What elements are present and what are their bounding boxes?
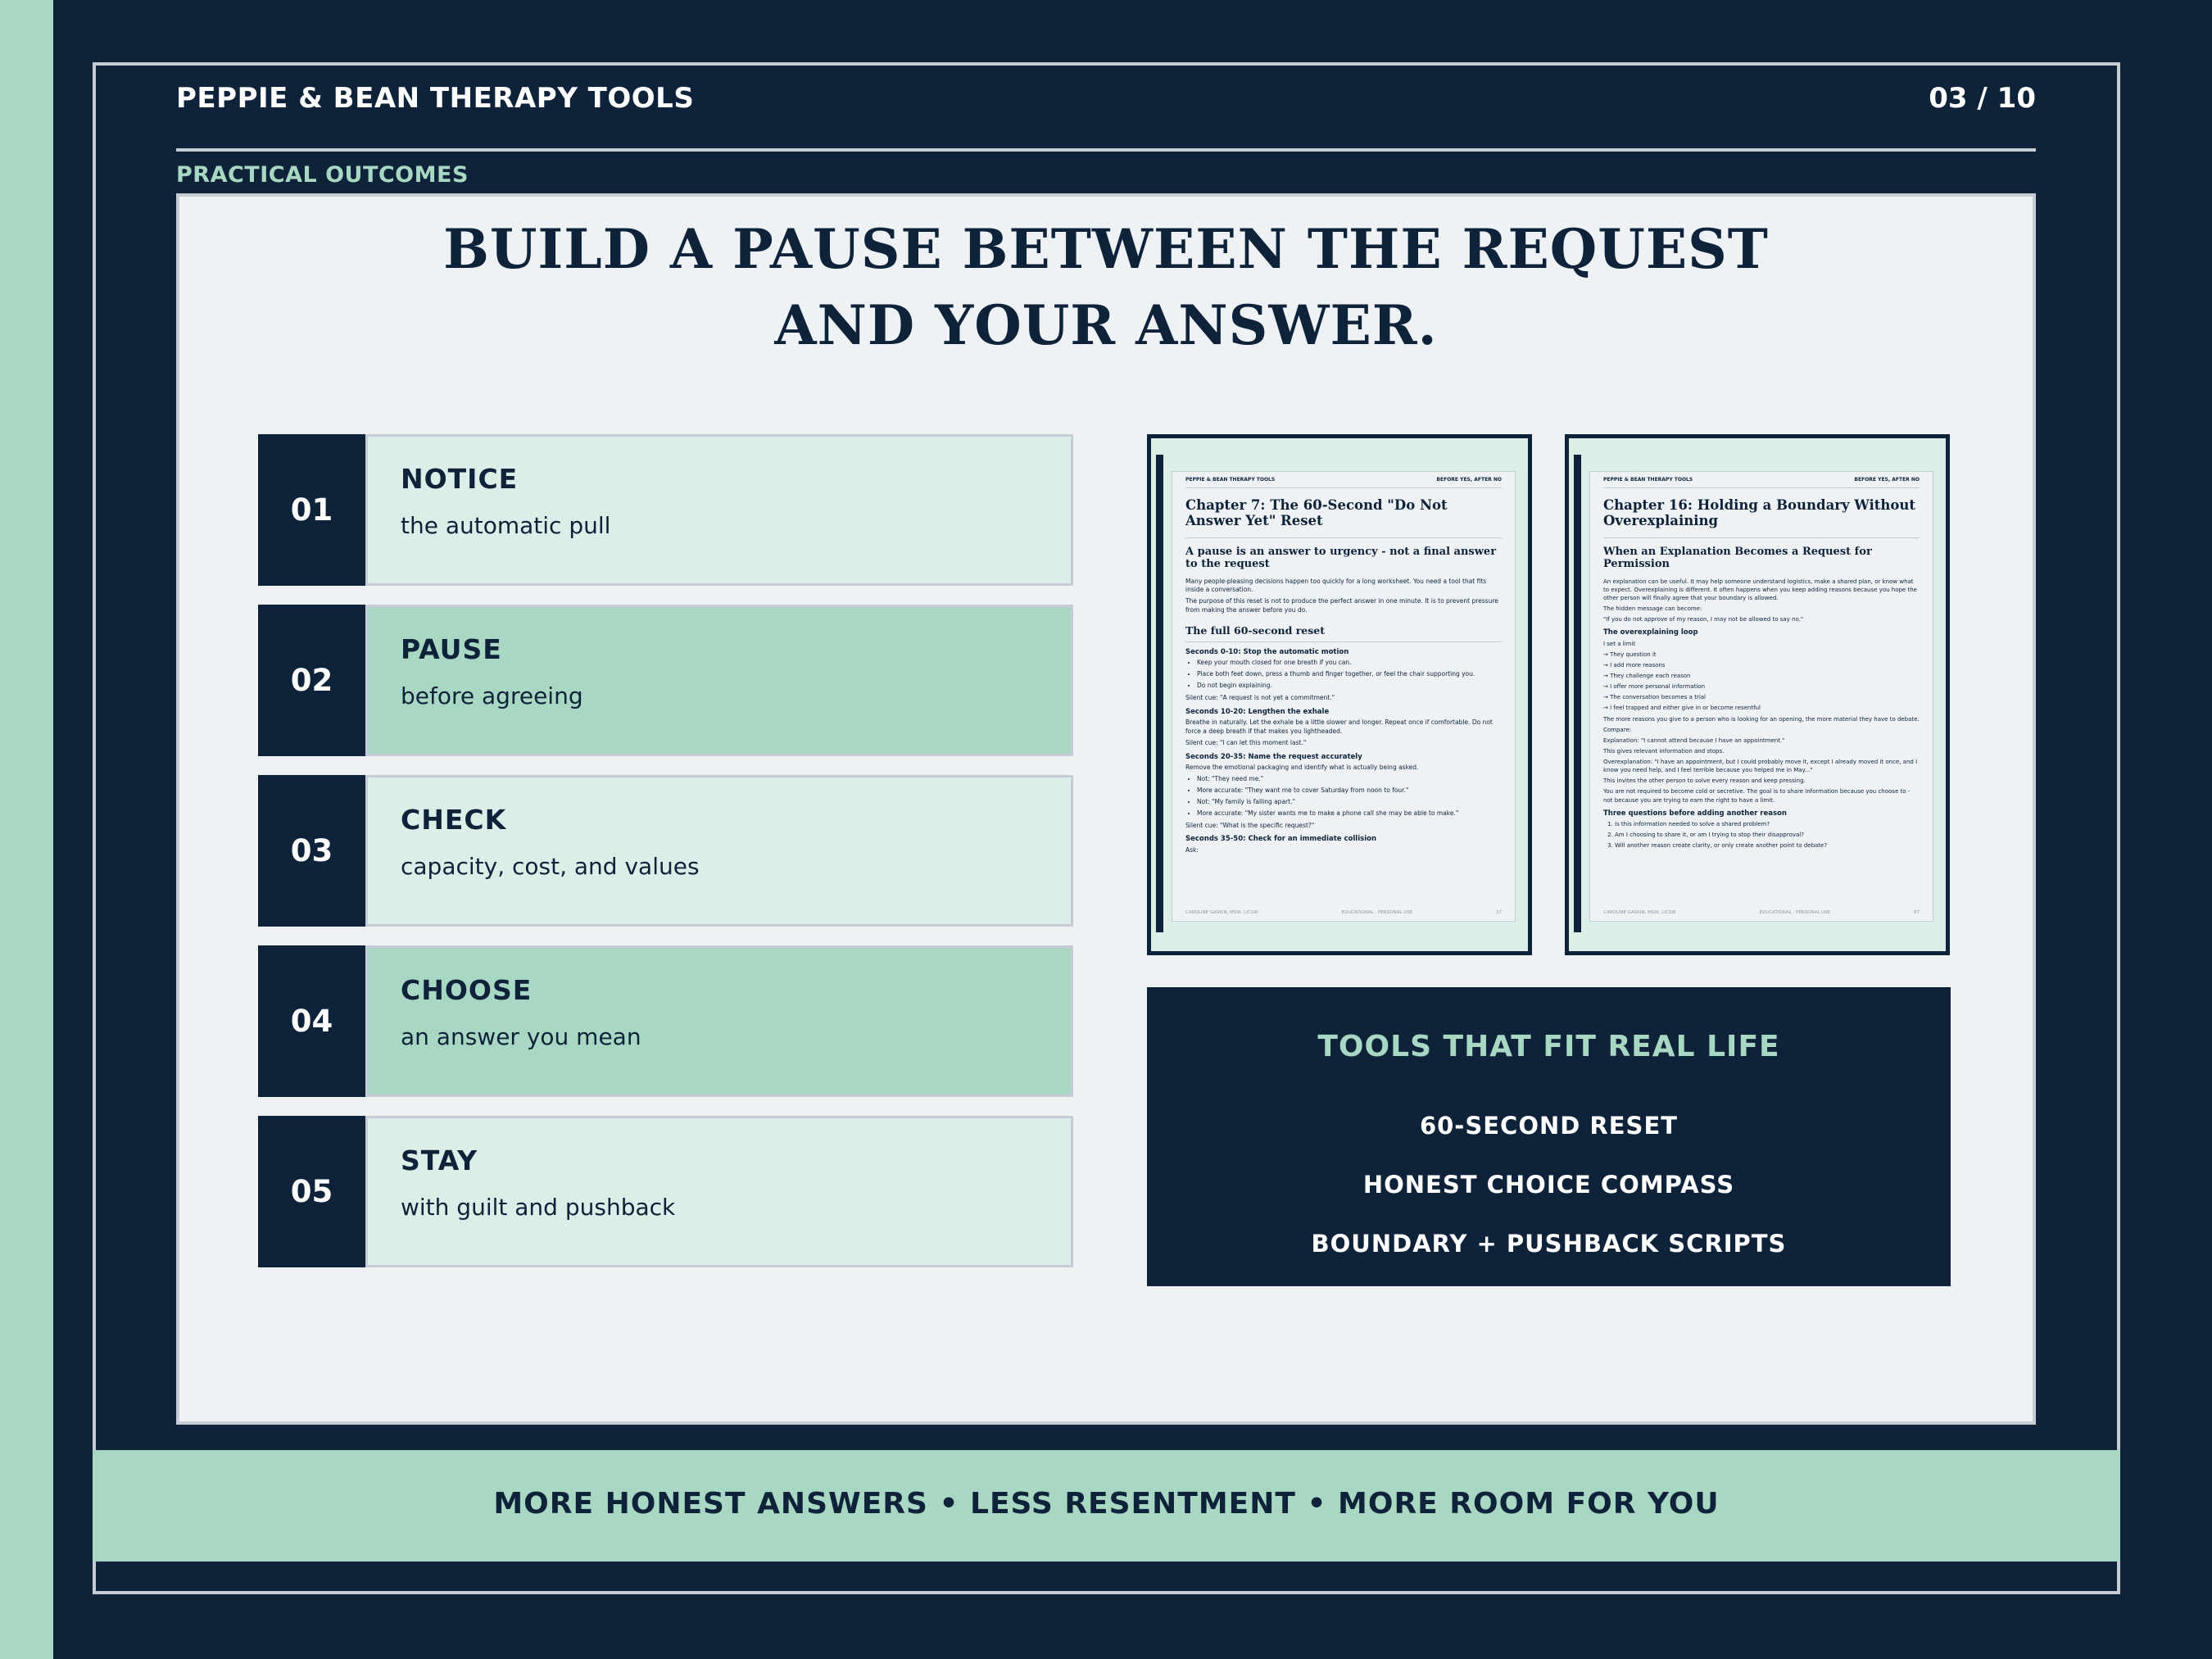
step-body bbox=[365, 775, 1073, 927]
list-item: 2. Am I choosing to share it, or am I trying to stop their disapproval? bbox=[1615, 831, 1920, 839]
loop-step: → They challenge each reason bbox=[1603, 672, 1691, 679]
paragraph: Explanation: "I cannot attend because I have an appointment." bbox=[1603, 737, 1785, 744]
step-card-check bbox=[258, 775, 1073, 927]
footer-banner-text: MORE HONEST ANSWERS • LESS RESENTMENT • MORE ROOM FOR YOU bbox=[493, 1487, 1720, 1521]
book-page-sheet bbox=[1172, 471, 1516, 922]
cue-text: Silent cue: "What is the specific request?" bbox=[1185, 821, 1315, 829]
step-subtitle: before agreeing bbox=[401, 682, 583, 709]
paragraph: Overexplanation: "I have an appointment, but I could probably move it, except I already moved it once, and I know you need help, and I feel terrible because you helped me in May..." bbox=[1603, 759, 1918, 774]
paragraph: "If you do not approve of my reason, I may not be allowed to say no." bbox=[1603, 616, 1804, 623]
tool-item: 60-SECOND RESET bbox=[1419, 1112, 1679, 1140]
tools-heading: TOOLS THAT FIT REAL LIFE bbox=[1317, 1030, 1780, 1063]
page-header bbox=[1185, 477, 1502, 488]
step-number: 05 bbox=[258, 1116, 365, 1267]
header-divider bbox=[176, 148, 2036, 152]
loop-step: → I add more reasons bbox=[1603, 661, 1666, 669]
cue-text: Silent cue: "I can let this moment last." bbox=[1185, 739, 1307, 746]
step-title: PAUSE bbox=[401, 633, 502, 665]
page-header-brand: PEPPIE & BEAN THERAPY TOOLS bbox=[1603, 477, 1693, 483]
list-item: • Do not begin explaining. bbox=[1197, 682, 1502, 691]
step-body bbox=[365, 434, 1073, 586]
tools-callout bbox=[1147, 987, 1951, 1286]
loop-step: → I offer more personal information bbox=[1603, 683, 1706, 691]
page-header bbox=[1603, 477, 1920, 488]
step-card-choose bbox=[258, 945, 1073, 1097]
step-subtitle: capacity, cost, and values bbox=[401, 853, 700, 880]
subsection-heading: Three questions before adding another reason bbox=[1603, 809, 1787, 818]
step-number: 02 bbox=[258, 605, 365, 756]
step-body bbox=[365, 605, 1073, 756]
list-item: • Not: "They need me." bbox=[1197, 775, 1502, 784]
list-item: 1. Is this information needed to solve a shared problem? bbox=[1615, 820, 1920, 828]
subsection-heading: The overexplaining loop bbox=[1603, 628, 1698, 637]
footer-page-number: 37 bbox=[1495, 910, 1502, 916]
paragraph: Many people-pleasing decisions happen too quickly for a long worksheet. You need a tool that fits inside a conversation. bbox=[1185, 577, 1487, 594]
subsection-heading: Seconds 10-20: Lengthen the exhale bbox=[1185, 707, 1330, 716]
footer-author: CAROLINE GASKIN, MSW, LICSW bbox=[1603, 910, 1676, 916]
step-subtitle: the automatic pull bbox=[401, 512, 611, 539]
step-number: 01 bbox=[258, 434, 365, 586]
step-title: NOTICE bbox=[401, 463, 519, 495]
loop-step: I set a limit bbox=[1603, 640, 1636, 647]
step-body bbox=[365, 1116, 1073, 1267]
list-item: • More accurate: "They want me to cover Saturday from noon to four." bbox=[1197, 786, 1502, 796]
page-number: 03 / 10 bbox=[1929, 82, 2036, 115]
step-subtitle: an answer you mean bbox=[401, 1023, 641, 1050]
tool-item: BOUNDARY + PUSHBACK SCRIPTS bbox=[1311, 1230, 1787, 1258]
subsection-heading: Seconds 35-50: Check for an immediate collision bbox=[1185, 835, 1376, 844]
page-header-brand: PEPPIE & BEAN THERAPY TOOLS bbox=[1185, 477, 1276, 483]
step-number: 03 bbox=[258, 775, 365, 927]
step-subtitle: with guilt and pushback bbox=[401, 1194, 676, 1221]
list-item: • Not: "My family is falling apart." bbox=[1197, 798, 1502, 807]
step-title: CHECK bbox=[401, 804, 507, 836]
section-heading: The full 60-second reset bbox=[1185, 623, 1502, 642]
step-card-notice bbox=[258, 434, 1073, 586]
numbered-list bbox=[1603, 820, 1920, 850]
paragraph: The purpose of this reset is not to produce the perfect answer in one minute. It is to prevent pressure from making the answer before you do. bbox=[1185, 597, 1498, 614]
paragraph: The hidden message can become: bbox=[1603, 605, 1702, 612]
book-page-thumbnail-chapter-16 bbox=[1565, 434, 1950, 955]
tool-item: HONEST CHOICE COMPASS bbox=[1362, 1171, 1735, 1199]
subsection-heading: Seconds 20-35: Name the request accurately bbox=[1185, 752, 1362, 761]
list-item: 3. Will another reason create clarity, or only create another point to debate? bbox=[1615, 841, 1920, 850]
headline-line-1: BUILD A PAUSE BETWEEN THE REQUEST bbox=[443, 217, 1769, 281]
paragraph: You are not required to become cold or secretive. The goal is to share information because you choose to - not because you are trying to earn the right to have a limit. bbox=[1603, 788, 1911, 804]
footer-usage: EDUCATIONAL · PERSONAL USE bbox=[1341, 910, 1413, 916]
brand-title: PEPPIE & BEAN THERAPY TOOLS bbox=[176, 82, 695, 115]
chapter-subhead: When an Explanation Becomes a Request for Permission bbox=[1603, 545, 1872, 570]
step-number: 04 bbox=[258, 945, 365, 1097]
bullet-list bbox=[1185, 775, 1502, 818]
page-header-tag: BEFORE YES, AFTER NO bbox=[1436, 477, 1502, 483]
chapter-subhead: A pause is an answer to urgency - not a final answer to the request bbox=[1185, 545, 1497, 570]
paragraph: This invites the other person to solve every reason and keep pressing. bbox=[1603, 777, 1806, 785]
step-card-stay bbox=[258, 1116, 1073, 1267]
footer-author: CAROLINE GASKIN, MSW, LICSW bbox=[1185, 910, 1258, 916]
paragraph: This gives relevant information and stops. bbox=[1603, 747, 1725, 755]
headline bbox=[176, 211, 2036, 364]
chapter-title: Chapter 7: The 60-Second "Do Not Answer Yet" Reset bbox=[1185, 498, 1502, 538]
paragraph: Remove the emotional packaging and identify what is actually being asked. bbox=[1185, 764, 1419, 772]
footer-page-number: 87 bbox=[1913, 910, 1920, 916]
list-item: • Place both feet down, press a thumb and finger together, or feel the chair supporting you. bbox=[1197, 670, 1502, 679]
step-body bbox=[365, 945, 1073, 1097]
book-spine bbox=[1574, 455, 1581, 932]
loop-step: → They question it bbox=[1603, 650, 1657, 658]
step-card-pause bbox=[258, 605, 1073, 756]
section-label: PRACTICAL OUTCOMES bbox=[176, 162, 469, 188]
left-accent-strip bbox=[0, 0, 53, 1659]
paragraph: An explanation can be useful. It may help someone understand logistics, make a shared plan, or know what to expect. Overexplaining is different. It often happens when you keep adding reasons because you hope the other person will finally agree that your boundary is allowed. bbox=[1603, 578, 1917, 601]
subsection-heading: Seconds 0-10: Stop the automatic motion bbox=[1185, 648, 1349, 657]
list-item: • More accurate: "My sister wants me to make a phone call she may be able to make." bbox=[1197, 809, 1502, 818]
page-footer bbox=[1185, 910, 1502, 917]
loop-step: → The conversation becomes a trial bbox=[1603, 694, 1706, 701]
paragraph: Ask: bbox=[1185, 845, 1199, 854]
paragraph: The more reasons you give to a person who is looking for an opening, the more material they have to debate. bbox=[1603, 715, 1920, 723]
paragraph: Compare: bbox=[1603, 726, 1632, 733]
book-page-thumbnail-chapter-7 bbox=[1147, 434, 1532, 955]
paragraph: Breathe in naturally. Let the exhale be a little slower and longer. Repeat once if comfortable. Do not force a deep breath if that makes you lightheaded. bbox=[1185, 718, 1493, 736]
chapter-title: Chapter 16: Holding a Boundary Without Overexplaining bbox=[1603, 498, 1920, 538]
page-header-tag: BEFORE YES, AFTER NO bbox=[1854, 477, 1920, 483]
list-item: • Keep your mouth closed for one breath if you can. bbox=[1197, 659, 1502, 668]
loop-step: → I feel trapped and either give in or become resentful bbox=[1603, 705, 1761, 712]
book-page-sheet bbox=[1589, 471, 1933, 922]
cue-text: Silent cue: "A request is not yet a commitment." bbox=[1185, 694, 1335, 702]
footer-usage: EDUCATIONAL · PERSONAL USE bbox=[1759, 910, 1831, 916]
footer-banner bbox=[93, 1450, 2120, 1562]
headline-line-2: AND YOUR ANSWER. bbox=[774, 293, 1438, 357]
bullet-list bbox=[1185, 659, 1502, 691]
page-footer bbox=[1603, 910, 1920, 917]
book-spine bbox=[1156, 455, 1163, 932]
step-title: STAY bbox=[401, 1145, 478, 1176]
step-title: CHOOSE bbox=[401, 974, 533, 1006]
